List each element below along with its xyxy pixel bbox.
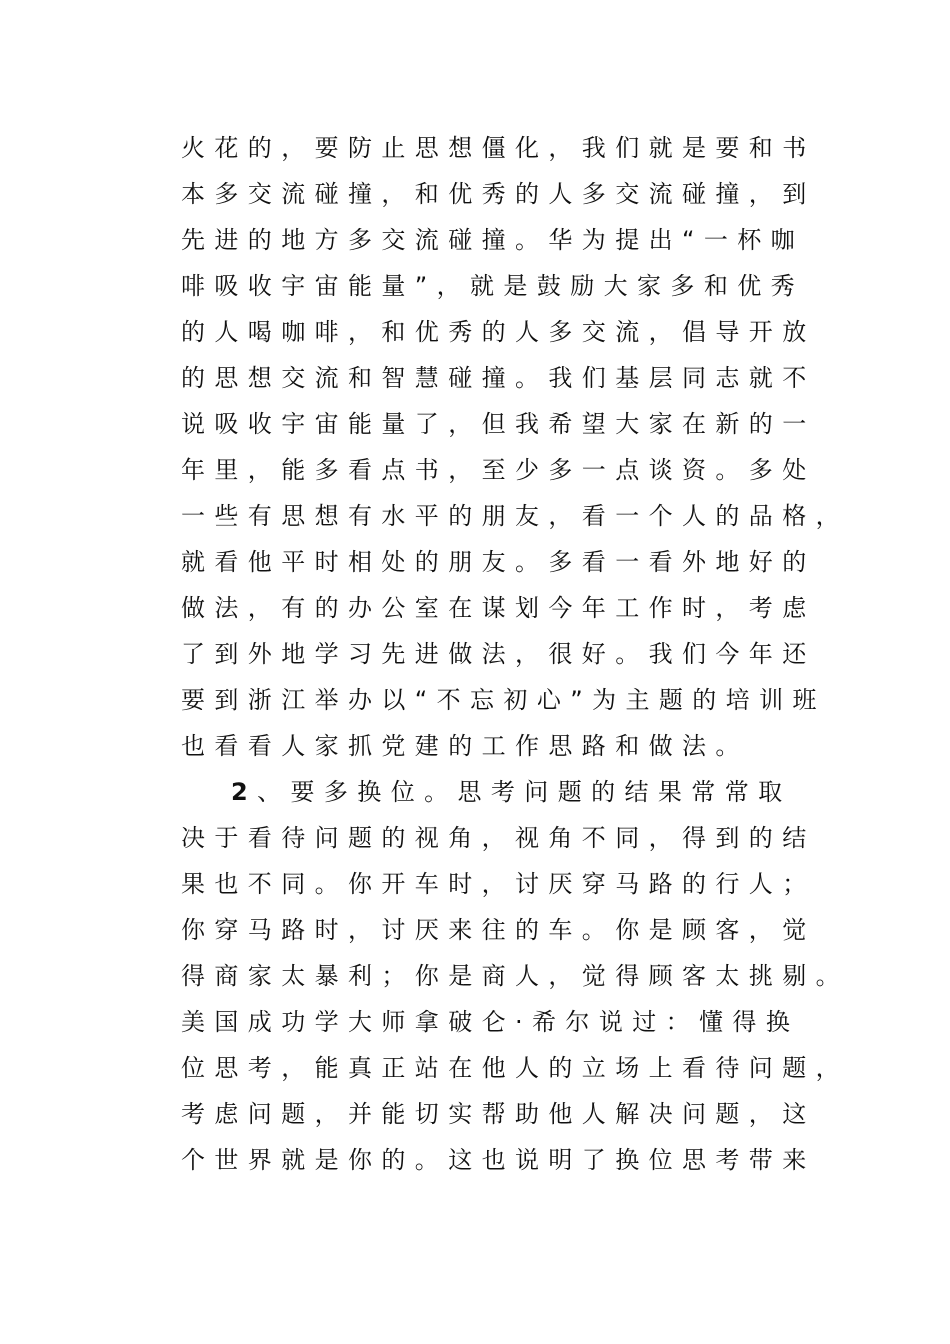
text-line: 美国成功学大师拿破仑·希尔说过：懂得换 bbox=[181, 1008, 800, 1036]
text-line: 的人喝咖啡，和优秀的人多交流，倡导开放 bbox=[181, 318, 816, 346]
text-line: 就看他平时相处的朋友。多看一看外地好的 bbox=[181, 548, 816, 576]
text-line: 决于看待问题的视角，视角不同，得到的结 bbox=[181, 824, 816, 852]
text-line: 位思考，能真正站在他人的立场上看待问题， bbox=[181, 1054, 849, 1082]
text-line: 了到外地学习先进做法，很好。我们今年还 bbox=[181, 640, 816, 668]
section-heading-line bbox=[231, 772, 891, 812]
text-line: 说吸收宇宙能量了，但我希望大家在新的一 bbox=[181, 410, 816, 438]
section-heading-text: 、要多换位。思考问题的结果常常取 bbox=[257, 778, 792, 806]
text-line: 要到浙江举办以“不忘初心”为主题的培训班 bbox=[181, 686, 826, 714]
section-number: 2 bbox=[231, 778, 258, 806]
text-line: 的思想交流和智慧碰撞。我们基层同志就不 bbox=[181, 364, 816, 392]
text-line: 啡吸收宇宙能量”，就是鼓励大家多和优秀 bbox=[181, 272, 805, 300]
text-line: 你穿马路时，讨厌来往的车。你是顾客，觉 bbox=[181, 916, 816, 944]
text-line: 年里，能多看点书，至少多一点谈资。多处 bbox=[181, 456, 816, 484]
text-line: 一些有思想有水平的朋友，看一个人的品格， bbox=[181, 502, 849, 530]
text-line: 本多交流碰撞，和优秀的人多交流碰撞，到 bbox=[181, 180, 816, 208]
text-line: 也看看人家抓党建的工作思路和做法。 bbox=[181, 732, 749, 760]
text-line: 先进的地方多交流碰撞。华为提出“一杯咖 bbox=[181, 226, 805, 254]
text-line: 考虑问题，并能切实帮助他人解决问题，这 bbox=[181, 1100, 816, 1128]
text-line: 做法，有的办公室在谋划今年工作时，考虑 bbox=[181, 594, 816, 622]
text-line: 得商家太暴利；你是商人，觉得顾客太挑剔。 bbox=[181, 962, 849, 990]
text-line: 果也不同。你开车时，讨厌穿马路的行人； bbox=[181, 870, 816, 898]
text-line: 火花的，要防止思想僵化，我们就是要和书 bbox=[181, 134, 816, 162]
text-line: 个世界就是你的。这也说明了换位思考带来 bbox=[181, 1146, 816, 1174]
